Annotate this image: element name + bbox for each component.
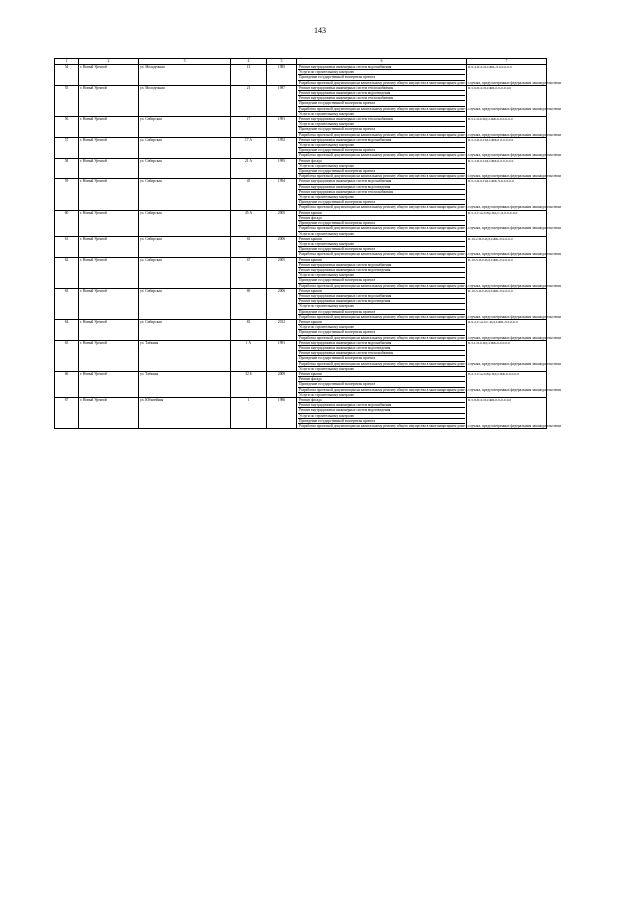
year-cell: 2012	[267, 319, 297, 340]
house-cell: 17	[231, 117, 267, 138]
work-item: Ремонт фасада	[298, 159, 465, 164]
house-cell: 17 А	[231, 137, 267, 158]
table-row	[55, 340, 547, 371]
work-item: Ремонт внутридомовых инженерных систем теплоснабжения	[298, 190, 465, 195]
column-header: 5	[267, 59, 297, 65]
code-cell: II-5-2-II-0-ПД-СЖБ-Л-0-0-0-0-0	[467, 179, 547, 210]
work-item: Ремонт внутридомовых инженерных систем водоотведения	[298, 346, 465, 351]
city-cell: г. Новый Уренгой	[79, 236, 139, 257]
city-cell: г. Новый Уренгой	[79, 210, 139, 236]
table-row	[55, 319, 547, 340]
work-item: Разработка проектной документации на капитальному ремонту общего имущества в многоквартирном доме в случаях, предусмотренных федеральным законодательством	[299, 205, 561, 210]
code-cell: II-2-3-Сэн-0-Вр-ПД-СЖБ-0-0-0-0-0	[467, 371, 547, 397]
city-cell: г. Новый Уренгой	[79, 398, 139, 429]
city-cell: г. Новый Уренгой	[79, 340, 139, 371]
column-header: 4	[231, 59, 267, 65]
work-item: Услуги по строительному контролю	[299, 392, 355, 397]
street-cell: ул. Сибирская	[139, 179, 231, 210]
table-row	[55, 65, 547, 86]
table-row	[55, 158, 547, 179]
code-cell: II-9-4-П-0-П-СЖБ-Л-0-0-0-0-0	[467, 65, 547, 86]
house-cell: 21 А	[231, 158, 267, 179]
code-cell: II-5-6-П-0-П-СЖБ-0-0-0-0-0-0	[467, 85, 547, 116]
work-item: Ремонт внутридомовых инженерных систем водоснабжения	[298, 138, 465, 143]
row-number: 61	[55, 236, 79, 257]
house-cell: 45 А	[231, 210, 267, 236]
work-item: Ремонт крыши	[298, 320, 465, 325]
work-item: Услуги по строительному контролю	[298, 122, 465, 127]
page-number: 143	[314, 26, 326, 35]
work-item: Ремонт крыши	[298, 237, 465, 242]
street-cell: ул. Сибирская	[139, 236, 231, 257]
work-item: Услуги по строительному контролю	[298, 242, 465, 247]
row-number: 63	[55, 288, 79, 319]
street-cell: ул. Сибирская	[139, 117, 231, 138]
house-cell: 63	[231, 236, 267, 257]
code-cell: II-5-2-II-0-ПД-СЖБ-0-0-0-0-0-0	[467, 137, 547, 158]
table-row	[55, 117, 547, 138]
code-cell: II-5-8-П-0-П-СЖБ-0-0-0-0-0-0	[467, 398, 547, 429]
work-table	[54, 58, 561, 429]
work-item: Ремонт внутридомовых инженерных систем водоснабжения	[298, 65, 465, 70]
work-item: Проведение государственной экспертизы проекта	[298, 148, 465, 153]
year-cell: 2009	[267, 371, 297, 397]
work-item: Проведение государственной экспертизы проекта	[298, 221, 465, 226]
work-item: Услуги по строительному контролю	[298, 70, 465, 75]
work-item: Услуги по строительному контролю	[298, 414, 465, 419]
work-item: Разработка проектной документации на капитальному ремонту общего имущества в многоквартирном доме в случаях, предусмотренных федеральным законодательством	[299, 153, 561, 158]
row-number: 54	[55, 65, 79, 86]
year-cell: 2005	[267, 210, 297, 236]
work-item: Ремонт фасада	[298, 398, 465, 403]
table-row	[55, 137, 547, 158]
row-number: 60	[55, 210, 79, 236]
table-body	[55, 65, 561, 429]
work-item: Ремонт внутридомовых инженерных систем водоотведения	[298, 299, 465, 304]
work-item: Ремонт крыши	[298, 372, 465, 377]
work-item: Ремонт внутридомовых инженерных систем водоснабжения	[298, 179, 465, 184]
street-cell: ул. Молодежная	[139, 65, 231, 86]
work-item: Разработка проектной документации на капитальному ремонту общего имущества в многоквартирном доме в случаях, предусмотренных федеральным законодательством	[299, 252, 561, 257]
code-cell: II-5-2-Сэн-0-Вр-ПД-С-Д-0-0-0-0-0	[467, 210, 547, 236]
house-cell: 21	[231, 85, 267, 116]
row-number: 59	[55, 179, 79, 210]
work-item: Проведение государственной экспертизы проекта	[298, 127, 465, 132]
city-cell: г. Новый Уренгой	[79, 371, 139, 397]
work-item: Ремонт внутридомовых инженерных систем водоснабжения	[298, 403, 465, 408]
row-number: 55	[55, 85, 79, 116]
year-cell: 2006	[267, 288, 297, 319]
row-number: 58	[55, 158, 79, 179]
city-cell: г. Новый Уренгой	[79, 65, 139, 86]
work-item: Ремонт крыши	[298, 211, 465, 216]
work-item: Проведение государственной экспертизы проекта	[298, 169, 465, 174]
year-cell: 2005	[267, 257, 297, 288]
work-item: Ремонт внутридомовых инженерных систем водоотведения	[298, 185, 465, 190]
work-item: Проведение государственной экспертизы проекта	[298, 419, 465, 424]
row-number: 65	[55, 340, 79, 371]
work-item: Ремонт внутридомовых инженерных систем теплоснабжения	[298, 117, 465, 122]
code-cell: II-16-2-II-0-ПД-СЖБ-Л-0-0-0-0	[467, 236, 547, 257]
work-item: Ремонт фасада	[298, 377, 465, 382]
work-item: Разработка проектной документации на капитальному ремонту общего имущества в многоквартирном доме в случаях, предусмотренных федеральным законодательством	[299, 283, 561, 288]
work-item: Услуги по строительному контролю	[298, 304, 465, 309]
table-row	[55, 257, 547, 288]
house-cell: 45	[231, 179, 267, 210]
work-item: Услуги по строительному контролю	[298, 195, 465, 200]
street-cell: ул. Сибирская	[139, 288, 231, 319]
row-number: 64	[55, 319, 79, 340]
work-item: Ремонт крыши	[298, 258, 465, 263]
house-cell: 1 А	[231, 340, 267, 371]
work-item: Услуги по строительному контролю	[298, 273, 465, 278]
work-item: Ремонт внутридомовых инженерных систем водоотведения	[298, 408, 465, 413]
work-item: Ремонт фасада	[298, 216, 465, 221]
column-header: 3	[139, 59, 231, 65]
table-row	[55, 210, 547, 236]
street-cell: ул. Сибирская	[139, 158, 231, 179]
work-item: Услуги по строительному контролю	[298, 325, 465, 330]
work-item: Услуги по строительному контролю	[299, 366, 355, 371]
city-cell: г. Новый Уренгой	[79, 257, 139, 288]
work-item: Ремонт внутридомовых инженерных систем теплоснабжения	[298, 86, 465, 91]
table-row	[55, 288, 547, 319]
work-item: Разработка проектной документации на капитальному ремонту общего имущества в многоквартирном доме в случаях, предусмотренных федеральным законодательством	[299, 80, 561, 85]
street-cell: ул. Молодежная	[139, 85, 231, 116]
work-item: Разработка проектной документации на капитальному ремонту общего имущества в многоквартирном доме в случаях, предусмотренных федеральным законодательством	[299, 314, 561, 319]
year-cell: 1992	[267, 137, 297, 158]
year-cell: 1991	[267, 340, 297, 371]
table-row	[55, 398, 547, 429]
table-row	[55, 85, 547, 116]
code-cell: II-5-I-II-0-ПД-СЖБ-0-0-0-0-0	[467, 340, 547, 371]
work-item: Проведение государственной экспертизы проекта	[298, 75, 465, 80]
code-cell: II-9-2-Сэн-0-С-ПД-СЖБ-Л-0-0-0-0	[467, 319, 547, 340]
work-item: Проведение государственной экспертизы проекта	[298, 247, 465, 252]
city-cell: г. Новый Уренгой	[79, 117, 139, 138]
work-item: Ремонт внутридомовых инженерных систем водоснабжения	[298, 341, 465, 346]
row-number: 66	[55, 371, 79, 397]
code-cell: II-10-3-II-0-ПД-СЖБ-Л-0-0-0-0	[467, 257, 547, 288]
work-item: Разработка проектной документации на капитальному ремонту общего имущества в многоквартирном доме в случаях, предусмотренных федеральным законодательством	[299, 424, 561, 429]
year-cell: 1985	[267, 65, 297, 86]
city-cell: г. Новый Уренгой	[79, 288, 139, 319]
work-item: Проведение государственной экспертизы проекта	[298, 310, 465, 315]
year-cell: 1986	[267, 398, 297, 429]
work-item: Ремонт внутридомовых инженерных систем водоснабжения	[298, 263, 465, 268]
table-row	[55, 371, 547, 397]
column-header: 7	[467, 59, 547, 65]
city-cell: г. Новый Уренгой	[79, 85, 139, 116]
street-cell: ул. Таёжная	[139, 340, 231, 371]
house-cell: 1	[231, 398, 267, 429]
work-item: Разработка проектной документации на капитальному ремонту общего имущества в многоквартирном доме в случаях, предусмотренных федеральным законодательством	[299, 361, 561, 366]
code-cell: II-5-I-II-0-ПД-СЖБ-0-0-0-0-0-0	[467, 117, 547, 138]
work-item: Ремонт внутридомовых инженерных систем теплоснабжения	[298, 96, 465, 101]
street-cell: ул. Сибирская	[139, 137, 231, 158]
column-header: 6	[297, 59, 467, 65]
work-item: Услуги по строительному контролю	[299, 111, 355, 116]
street-cell: ул. Сибирская	[139, 210, 231, 236]
work-item: Ремонт внутридомовых инженерных систем водоотведения	[298, 268, 465, 273]
work-item: Проведение государственной экспертизы проекта	[298, 330, 465, 335]
work-item: Ремонт внутридомовых инженерных систем теплоснабжения	[298, 351, 465, 356]
year-cell: 1987	[267, 85, 297, 116]
house-cell: 67	[231, 257, 267, 288]
work-item: Услуги по строительному контролю	[299, 231, 355, 236]
work-item: Разработка проектной документации на капитальному ремонту общего имущества в многоквартирном доме в случаях, предусмотренных федеральным законодательством	[299, 106, 561, 111]
code-cell: II-10-3-II-0-ПД-СЖБ-Л-0-0-0-0	[467, 288, 547, 319]
work-item: Проведение государственной экспертизы проекта	[298, 278, 465, 283]
work-item: Разработка проектной документации на капитальному ремонту общего имущества в многоквартирном доме в случаях, предусмотренных федеральным законодательством	[299, 387, 561, 392]
table-row	[55, 236, 547, 257]
year-cell: 1991	[267, 117, 297, 138]
work-item: Ремонт внутридомовых инженерных систем водоотведения	[298, 91, 465, 96]
street-cell: ул. Юбилейная	[139, 398, 231, 429]
code-cell: II-5-3-II-0-ПД-СЖБ-0-0-0-0-0-0	[467, 158, 547, 179]
city-cell: г. Новый Уренгой	[79, 158, 139, 179]
row-number: 67	[55, 398, 79, 429]
street-cell: ул. Сибирская	[139, 319, 231, 340]
house-cell: 69	[231, 288, 267, 319]
street-cell: ул. Сибирская	[139, 257, 231, 288]
work-item: Проведение государственной экспертизы проекта	[298, 200, 465, 205]
house-cell: 13	[231, 65, 267, 86]
city-cell: г. Новый Уренгой	[79, 319, 139, 340]
year-cell: 1994	[267, 179, 297, 210]
work-item: Разработка проектной документации на капитальному ремонту общего имущества в многоквартирном доме в случаях, предусмотренных федеральным законодательством	[299, 132, 561, 137]
row-number: 62	[55, 257, 79, 288]
work-item: Проведение государственной экспертизы проекта	[298, 101, 465, 106]
year-cell: 1995	[267, 158, 297, 179]
work-item: Ремонт крыши	[298, 289, 465, 294]
house-cell: 32 Б	[231, 371, 267, 397]
year-cell: 2006	[267, 236, 297, 257]
work-item: Услуги по строительному контролю	[298, 164, 465, 169]
column-header: 1	[55, 59, 79, 65]
city-cell: г. Новый Уренгой	[79, 179, 139, 210]
work-item: Услуги по строительному контролю	[298, 143, 465, 148]
work-item: Проведение государственной экспертизы проекта	[298, 356, 465, 361]
street-cell: ул. Таёжная	[139, 371, 231, 397]
work-item: Проведение государственной экспертизы проекта	[298, 382, 465, 387]
city-cell: г. Новый Уренгой	[79, 137, 139, 158]
work-item: Ремонт внутридомовых инженерных систем водоснабжения	[298, 294, 465, 299]
work-item: Разработка проектной документации на капитальному ремонту общего имущества в многоквартирном доме в случаях, предусмотренных федеральным законодательством	[299, 174, 561, 179]
row-number: 57	[55, 137, 79, 158]
table-row	[55, 179, 547, 210]
house-cell: 81	[231, 319, 267, 340]
work-item: Разработка проектной документации на капитальному ремонту общего имущества в многоквартирном доме в случаях, предусмотренных федеральным законодательством	[299, 335, 561, 340]
row-number: 56	[55, 117, 79, 138]
column-header: 2	[79, 59, 139, 65]
work-item: Разработка проектной документации на капитальному ремонту общего имущества в многоквартирном доме в случаях, предусмотренных федеральным законодательством	[299, 226, 561, 231]
